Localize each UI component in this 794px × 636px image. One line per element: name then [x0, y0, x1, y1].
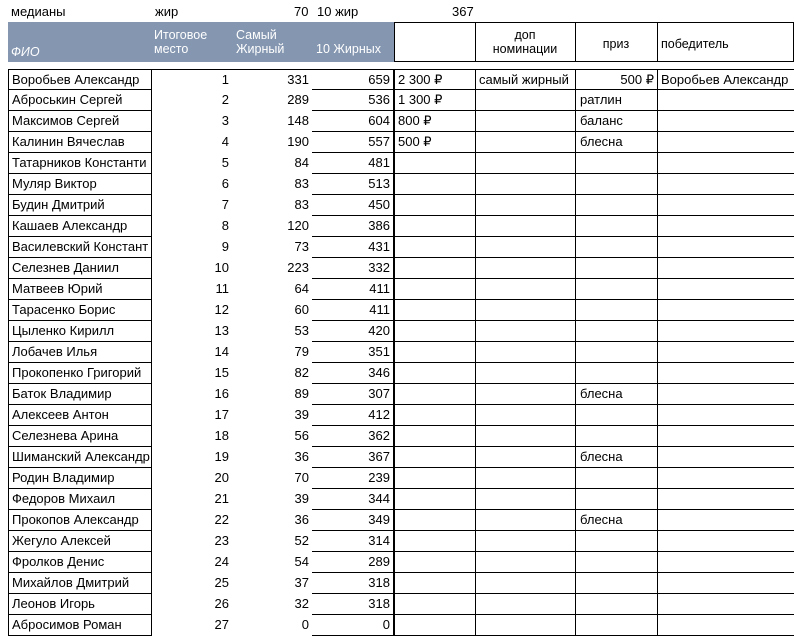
cell-name[interactable]: Василевский Констант [8, 237, 152, 258]
cell-ten[interactable]: 431 [312, 237, 394, 258]
cell-place[interactable]: 15 [214, 365, 229, 380]
cell-fat[interactable]: 64 [294, 281, 309, 296]
cell-place[interactable]: 18 [214, 428, 229, 443]
cell-fat[interactable]: 83 [294, 197, 309, 212]
cell-ten[interactable]: 314 [312, 531, 394, 552]
cell-prize-money[interactable] [576, 615, 658, 636]
cell-winner[interactable] [658, 279, 794, 300]
table-row [0, 510, 794, 531]
cell-winner[interactable] [658, 468, 794, 489]
header-place-line1: Итоговое [154, 28, 208, 42]
cell-extra[interactable] [476, 594, 576, 615]
table-row [0, 615, 794, 636]
table-row [0, 426, 794, 447]
cell-ten[interactable]: 411 [312, 279, 394, 300]
cell-prize-money[interactable] [576, 426, 658, 447]
header-fio[interactable] [8, 22, 152, 62]
cell-place[interactable]: 6 [221, 176, 229, 191]
table-row [0, 531, 794, 552]
cell-winner[interactable] [658, 615, 794, 636]
cell-winner[interactable] [658, 573, 794, 594]
cell-ten[interactable]: 536 [312, 90, 394, 111]
cell-winner[interactable] [658, 594, 794, 615]
cell-prize-money[interactable] [576, 174, 658, 195]
table-row [0, 90, 794, 111]
cell-name[interactable]: Татарников Константи [8, 153, 152, 174]
cell-fat[interactable]: 39 [294, 491, 309, 506]
cell-fat[interactable]: 148 [287, 113, 309, 128]
table-row [0, 363, 794, 384]
cell-prize-money[interactable] [576, 237, 658, 258]
cell-name[interactable]: Селезнева Арина [8, 426, 152, 447]
cell-money[interactable]: 800 ₽ [394, 111, 476, 132]
cell-winner[interactable] [658, 321, 794, 342]
cell-ten[interactable]: 386 [312, 216, 394, 237]
cell-ten[interactable]: 344 [312, 489, 394, 510]
cell-money[interactable] [394, 363, 476, 384]
cell-ten[interactable]: 349 [312, 510, 394, 531]
ten-median-value: 367 [452, 4, 474, 19]
cell-place[interactable]: 14 [214, 344, 229, 359]
cell-ten[interactable]: 481 [312, 153, 394, 174]
cell-ten[interactable]: 411 [312, 300, 394, 321]
table-row [0, 132, 794, 153]
cell-fat[interactable]: 54 [294, 554, 309, 569]
cell-place[interactable]: 22 [214, 512, 229, 527]
cell-money[interactable] [394, 405, 476, 426]
cell-winner[interactable] [658, 510, 794, 531]
cell-place[interactable]: 24 [214, 554, 229, 569]
cell-ten[interactable]: 513 [312, 174, 394, 195]
cell-fat[interactable]: 52 [294, 533, 309, 548]
cell-name[interactable]: Тарасенко Борис [8, 300, 152, 321]
cell-money[interactable] [394, 321, 476, 342]
cell-prize[interactable]: блесна [580, 386, 623, 401]
cell-prize-money[interactable] [576, 468, 658, 489]
cell-name[interactable]: Цыленко Кирилл [8, 321, 152, 342]
cell-ten[interactable]: 557 [312, 132, 394, 153]
cell-money[interactable] [394, 300, 476, 321]
cell-winner[interactable] [658, 258, 794, 279]
cell-winner[interactable] [658, 552, 794, 573]
cell-extra[interactable] [476, 510, 576, 531]
table-row [0, 384, 794, 405]
table-row [0, 489, 794, 510]
cell-winner[interactable] [658, 363, 794, 384]
cell-ten[interactable]: 0 [312, 615, 394, 636]
header-fat[interactable] [232, 22, 312, 62]
cell-extra[interactable] [476, 153, 576, 174]
cell-ten[interactable]: 351 [312, 342, 394, 363]
cell-name[interactable]: Будин Дмитрий [8, 195, 152, 216]
cell-name[interactable]: Прокопенко Григорий [8, 363, 152, 384]
table-header [0, 22, 794, 62]
cell-fat[interactable]: 0 [301, 617, 309, 632]
cell-name[interactable]: Баток Владимир [8, 384, 152, 405]
table-row [0, 153, 794, 174]
table-row [0, 279, 794, 300]
cell-fat[interactable]: 190 [287, 134, 309, 149]
header-extra-line2: номинации [492, 42, 558, 56]
cell-place[interactable]: 12 [214, 302, 229, 317]
table-row [0, 342, 794, 363]
cell-money[interactable] [394, 153, 476, 174]
cell-place[interactable]: 13 [214, 323, 229, 338]
cell-winner[interactable] [658, 489, 794, 510]
table-row [0, 300, 794, 321]
cell-winner[interactable] [658, 174, 794, 195]
header-money[interactable] [394, 22, 476, 62]
cell-ten[interactable]: 332 [312, 258, 394, 279]
cell-fat[interactable]: 79 [294, 344, 309, 359]
cell-fat[interactable]: 37 [294, 575, 309, 590]
cell-money[interactable] [394, 531, 476, 552]
cell-prize-money[interactable] [576, 531, 658, 552]
cell-prize-money[interactable] [576, 489, 658, 510]
cell-ten[interactable]: 318 [312, 594, 394, 615]
header-fio-label: ФИО [11, 45, 40, 59]
cell-fat[interactable]: 289 [287, 92, 309, 107]
table-row [0, 69, 794, 90]
cell-prize-money[interactable] [576, 552, 658, 573]
cell-ten[interactable]: 307 [312, 384, 394, 405]
cell-extra[interactable] [476, 468, 576, 489]
cell-place[interactable]: 3 [221, 113, 229, 128]
cell-fat[interactable]: 53 [294, 323, 309, 338]
table-row [0, 258, 794, 279]
cell-ten[interactable]: 239 [312, 468, 394, 489]
cell-prize-money[interactable] [576, 153, 658, 174]
header-prize-label: приз [602, 37, 630, 51]
cell-prize[interactable]: блесна [580, 449, 623, 464]
table-row [0, 468, 794, 489]
cell-money[interactable] [394, 174, 476, 195]
cell-winner[interactable] [658, 342, 794, 363]
cell-place[interactable]: 17 [214, 407, 229, 422]
cell-extra[interactable] [476, 447, 576, 468]
cell-extra[interactable] [476, 573, 576, 594]
cell-place[interactable]: 4 [221, 134, 229, 149]
cell-extra[interactable] [476, 279, 576, 300]
table-row [0, 216, 794, 237]
header-ten-label: 10 Жирных [316, 42, 381, 56]
cell-prize-money[interactable] [576, 573, 658, 594]
cell-fat[interactable]: 60 [294, 302, 309, 317]
cell-money[interactable] [394, 573, 476, 594]
cell-winner[interactable] [658, 111, 794, 132]
cell-prize[interactable]: ратлин [580, 92, 622, 107]
cell-extra[interactable] [476, 321, 576, 342]
header-winner-label: победитель [661, 37, 729, 51]
cell-money[interactable] [394, 426, 476, 447]
cell-extra[interactable] [476, 195, 576, 216]
cell-money[interactable]: 500 ₽ [394, 132, 476, 153]
cell-fat[interactable]: 84 [294, 155, 309, 170]
table-row [0, 195, 794, 216]
cell-name[interactable]: Кашаев Александр [8, 216, 152, 237]
cell-ten[interactable]: 604 [312, 111, 394, 132]
cell-fat[interactable]: 83 [294, 176, 309, 191]
medians-label: медианы [11, 4, 66, 19]
cell-winner[interactable]: Воробьев Александр [658, 69, 794, 90]
cell-name[interactable]: Муляр Виктор [8, 174, 152, 195]
header-prize[interactable] [575, 22, 658, 62]
cell-name[interactable]: Абросимов Роман [8, 615, 152, 636]
cell-prize[interactable]: баланс [580, 113, 623, 128]
cell-ten[interactable]: 420 [312, 321, 394, 342]
cell-place[interactable]: 8 [221, 218, 229, 233]
cell-prize-money[interactable] [576, 594, 658, 615]
cell-prize-money[interactable] [576, 279, 658, 300]
cell-winner[interactable] [658, 237, 794, 258]
header-fat-line1: Самый [236, 28, 277, 42]
cell-name[interactable]: Фролков Денис [8, 552, 152, 573]
cell-fat[interactable]: 70 [294, 470, 309, 485]
cell-money[interactable] [394, 237, 476, 258]
cell-extra[interactable] [476, 489, 576, 510]
cell-extra[interactable] [476, 216, 576, 237]
cell-place[interactable]: 21 [214, 491, 229, 506]
cell-name[interactable]: Шиманский Александр [8, 447, 152, 468]
cell-fat[interactable]: 89 [294, 386, 309, 401]
cell-extra[interactable] [476, 132, 576, 153]
cell-money[interactable] [394, 279, 476, 300]
cell-place[interactable]: 10 [214, 260, 229, 275]
header-extra[interactable] [475, 22, 576, 62]
cell-money[interactable] [394, 594, 476, 615]
cell-prize-money[interactable] [576, 195, 658, 216]
table-row [0, 111, 794, 132]
cell-extra[interactable] [476, 258, 576, 279]
table-row [0, 405, 794, 426]
cell-place[interactable]: 16 [214, 386, 229, 401]
header-place[interactable] [152, 22, 232, 62]
table-row [0, 321, 794, 342]
cell-extra[interactable] [476, 384, 576, 405]
cell-extra[interactable]: самый жирный [476, 69, 576, 90]
cell-extra[interactable] [476, 237, 576, 258]
cell-place[interactable]: 20 [214, 470, 229, 485]
cell-name[interactable]: Селезнев Даниил [8, 258, 152, 279]
cell-place[interactable]: 7 [221, 197, 229, 212]
cell-ten[interactable]: 367 [312, 447, 394, 468]
cell-fat[interactable]: 73 [294, 239, 309, 254]
cell-place[interactable]: 9 [221, 239, 229, 254]
cell-ten[interactable]: 450 [312, 195, 394, 216]
cell-name[interactable]: Матвеев Юрий [8, 279, 152, 300]
cell-name[interactable]: Прокопов Александр [8, 510, 152, 531]
fat-median-value: 70 [294, 4, 309, 19]
cell-winner[interactable] [658, 384, 794, 405]
cell-fat[interactable]: 39 [294, 407, 309, 422]
header-fat-line2: Жирный [236, 42, 285, 56]
table-row [0, 594, 794, 615]
cell-place[interactable]: 19 [214, 449, 229, 464]
cell-fat[interactable]: 82 [294, 365, 309, 380]
cell-money[interactable] [394, 510, 476, 531]
ten-median-label: 10 жир [317, 4, 359, 19]
cell-winner[interactable] [658, 405, 794, 426]
cell-prize-money[interactable] [576, 321, 658, 342]
cell-extra[interactable] [476, 174, 576, 195]
cell-prize-money[interactable] [576, 363, 658, 384]
cell-prize-money[interactable] [576, 405, 658, 426]
cell-winner[interactable] [658, 153, 794, 174]
cell-fat[interactable]: 36 [294, 512, 309, 527]
cell-name[interactable]: Воробьев Александр [8, 69, 152, 90]
cell-winner[interactable] [658, 300, 794, 321]
cell-place[interactable]: 2 [221, 92, 229, 107]
table-row [0, 573, 794, 594]
cell-extra[interactable] [476, 531, 576, 552]
cell-name[interactable]: Жегуло Алексей [8, 531, 152, 552]
cell-place[interactable]: 1 [152, 69, 232, 90]
cell-extra[interactable] [476, 363, 576, 384]
cell-fat[interactable]: 56 [294, 428, 309, 443]
cell-winner[interactable] [658, 447, 794, 468]
cell-extra[interactable] [476, 111, 576, 132]
table-row [0, 447, 794, 468]
cell-name[interactable]: Аброськин Сергей [8, 90, 152, 111]
cell-place[interactable]: 11 [215, 281, 229, 296]
cell-prize-money[interactable] [576, 216, 658, 237]
cell-prize-money[interactable] [576, 342, 658, 363]
cell-fat[interactable]: 223 [287, 260, 309, 275]
cell-money[interactable] [394, 258, 476, 279]
cell-name[interactable]: Федоров Михаил [8, 489, 152, 510]
cell-money[interactable] [394, 216, 476, 237]
cell-money[interactable] [394, 342, 476, 363]
cell-name[interactable]: Родин Владимир [8, 468, 152, 489]
cell-name[interactable]: Калинин Вячеслав [8, 132, 152, 153]
cell-fat[interactable]: 120 [287, 218, 309, 233]
table-row [0, 174, 794, 195]
cell-extra[interactable] [476, 90, 576, 111]
cell-money[interactable] [394, 195, 476, 216]
cell-name[interactable]: Алексеев Антон [8, 405, 152, 426]
cell-money[interactable]: 1 300 ₽ [394, 90, 476, 111]
cell-fat[interactable]: 36 [294, 449, 309, 464]
cell-money[interactable] [394, 384, 476, 405]
cell-extra[interactable] [476, 426, 576, 447]
cell-money[interactable] [394, 615, 476, 636]
cell-extra[interactable] [476, 405, 576, 426]
cell-place[interactable]: 5 [221, 155, 229, 170]
header-place-line2: место [154, 42, 189, 56]
cell-winner[interactable] [658, 531, 794, 552]
cell-winner[interactable] [658, 426, 794, 447]
cell-money[interactable] [394, 447, 476, 468]
cell-winner[interactable] [658, 216, 794, 237]
cell-extra[interactable] [476, 552, 576, 573]
cell-prize-money[interactable] [576, 258, 658, 279]
cell-place[interactable]: 27 [214, 617, 229, 632]
cell-extra[interactable] [476, 615, 576, 636]
medians-row [0, 0, 794, 22]
cell-money[interactable] [394, 468, 476, 489]
cell-extra[interactable] [476, 300, 576, 321]
table-row [0, 237, 794, 258]
cell-ten[interactable]: 289 [312, 552, 394, 573]
cell-winner[interactable] [658, 132, 794, 153]
cell-ten[interactable]: 412 [312, 405, 394, 426]
cell-extra[interactable] [476, 342, 576, 363]
fat-median-label: жир [155, 4, 179, 19]
header-extra-line1: доп [514, 28, 536, 42]
table-row [0, 552, 794, 573]
header-ten[interactable] [312, 22, 394, 62]
header-gap [0, 62, 794, 69]
cell-ten[interactable]: 362 [312, 426, 394, 447]
cell-fat[interactable]: 331 [232, 69, 312, 90]
cell-place[interactable]: 23 [214, 533, 229, 548]
cell-ten[interactable]: 346 [312, 363, 394, 384]
cell-prize[interactable]: блесна [580, 134, 623, 149]
cell-prize-money[interactable]: 500 ₽ [576, 69, 658, 90]
cell-prize-money[interactable] [576, 300, 658, 321]
cell-ten[interactable]: 318 [312, 573, 394, 594]
cell-place[interactable]: 25 [214, 575, 229, 590]
cell-name[interactable]: Михайлов Дмитрий [8, 573, 152, 594]
header-winner[interactable] [657, 22, 794, 62]
cell-ten[interactable]: 659 [312, 69, 394, 90]
cell-name[interactable]: Максимов Сергей [8, 111, 152, 132]
cell-winner[interactable] [658, 195, 794, 216]
cell-winner[interactable] [658, 90, 794, 111]
cell-money[interactable] [394, 489, 476, 510]
cell-prize[interactable]: блесна [580, 512, 623, 527]
cell-name[interactable]: Леонов Игорь [8, 594, 152, 615]
cell-money[interactable]: 2 300 ₽ [394, 69, 476, 90]
cell-name[interactable]: Лобачев Илья [8, 342, 152, 363]
cell-fat[interactable]: 32 [294, 596, 309, 611]
cell-place[interactable]: 26 [214, 596, 229, 611]
cell-money[interactable] [394, 552, 476, 573]
